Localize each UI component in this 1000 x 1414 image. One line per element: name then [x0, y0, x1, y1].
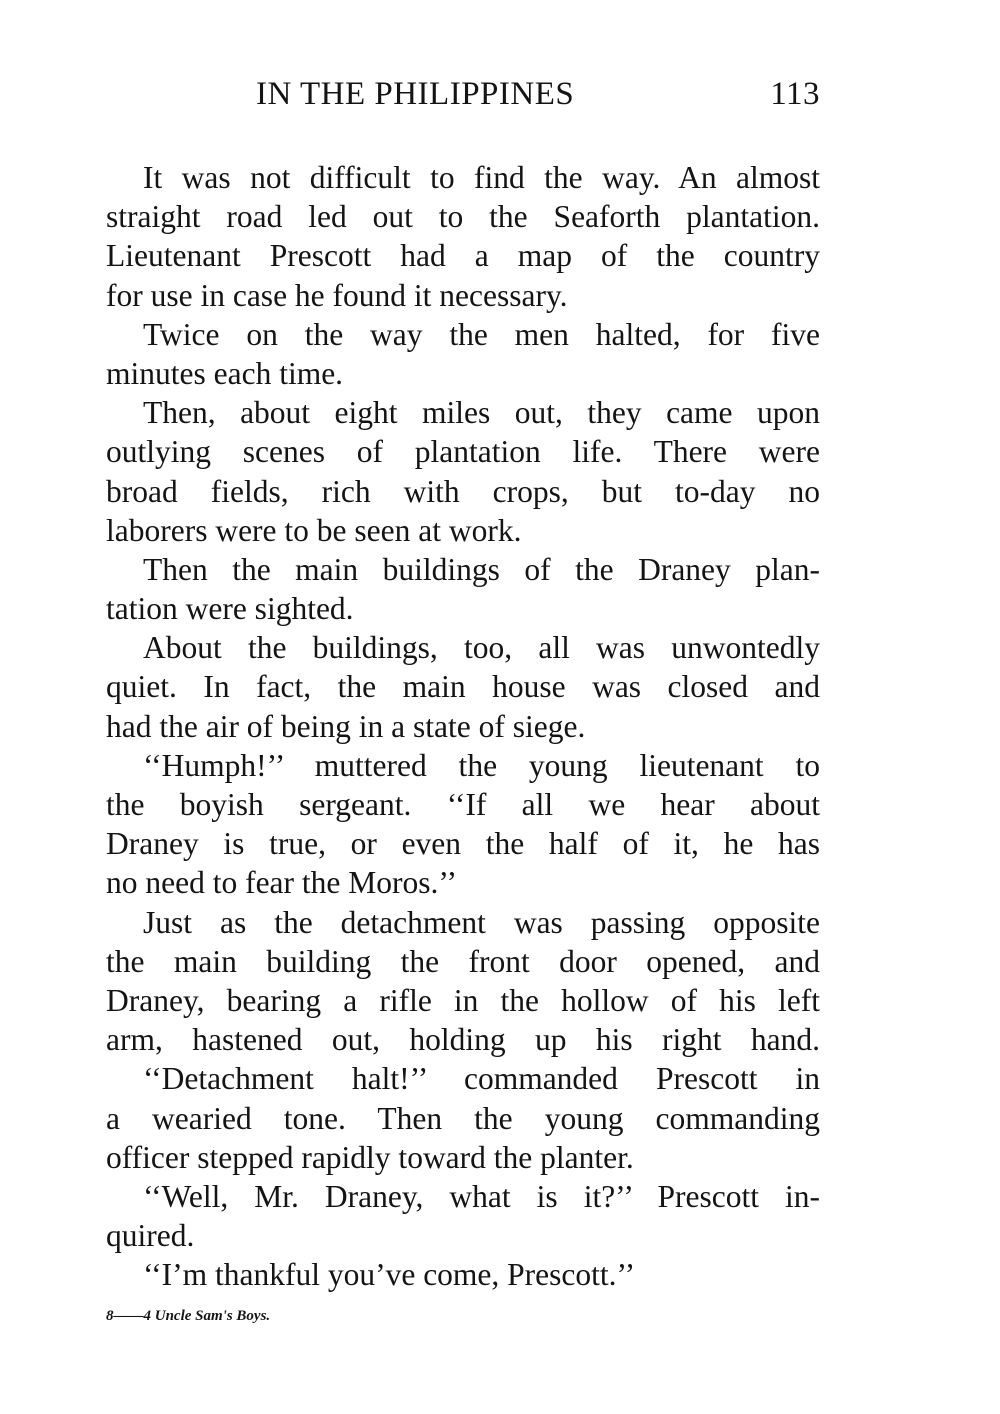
- text-line: for use in case he found it necessary.: [106, 277, 568, 313]
- text-line: the boyish sergeant. ‘‘If all we hear about: [106, 787, 820, 822]
- text-line: ‘‘Well, Mr. Draney, what is it?’’ Prescott in-: [143, 1178, 820, 1214]
- text-line: Lieutenant Prescott had a map of the country: [106, 238, 820, 274]
- text-line: arm, hastened out, holding up his right hand.: [106, 1022, 820, 1058]
- text-line: Twice on the way the men halted, for five: [143, 316, 820, 352]
- text-line: Then the main buildings of the Draney plan-: [143, 551, 820, 587]
- text-line: About the buildings, too, all was unwontedly: [143, 630, 820, 666]
- text-line: no need to fear the Moros.’’: [106, 865, 458, 901]
- signature-mark: 8——4 Uncle Sam's Boys.: [106, 1308, 271, 1324]
- text-line: straight road led out to the Seaforth plantation.: [106, 199, 820, 235]
- running-title: IN THE PHILIPPINES: [256, 76, 575, 112]
- text-line: ‘‘Humph!’’ muttered the young lieutenant to: [143, 747, 820, 783]
- text-line: tation were sighted.: [106, 591, 354, 627]
- text-line: quiet. In fact, the main house was closed and: [106, 669, 820, 705]
- page-number: 113: [770, 76, 820, 112]
- text-line: had the air of being in a state of siege.: [106, 708, 586, 744]
- text-line: ‘‘I’m thankful you’ve come, Prescott.’’: [143, 1257, 636, 1293]
- text-line: Then, about eight miles out, they came upon: [143, 395, 820, 431]
- text-line: quired.: [106, 1218, 195, 1254]
- text-line: Draney, bearing a rifle in the hollow of his left: [106, 982, 820, 1018]
- running-head: [106, 76, 820, 120]
- text-line: the main building the front door opened, and: [106, 943, 820, 979]
- text-line: broad fields, rich with crops, but to-day no: [106, 473, 820, 509]
- body-text: [106, 158, 820, 1294]
- text-line: outlying scenes of plantation life. There were: [106, 434, 820, 470]
- text-line: laborers were to be seen at work.: [106, 512, 522, 548]
- text-line: ‘‘Detachment halt!’’ commanded Prescott in: [143, 1061, 820, 1097]
- text-line: minutes each time.: [106, 355, 344, 391]
- text-line: It was not difficult to find the way. An almost: [143, 160, 820, 195]
- text-line: Just as the detachment was passing opposite: [143, 904, 820, 940]
- text-line: a wearied tone. Then the young commanding: [106, 1100, 820, 1136]
- text-line: officer stepped rapidly toward the planter.: [106, 1139, 634, 1175]
- text-line: Draney is true, or even the half of it, he has: [106, 826, 820, 862]
